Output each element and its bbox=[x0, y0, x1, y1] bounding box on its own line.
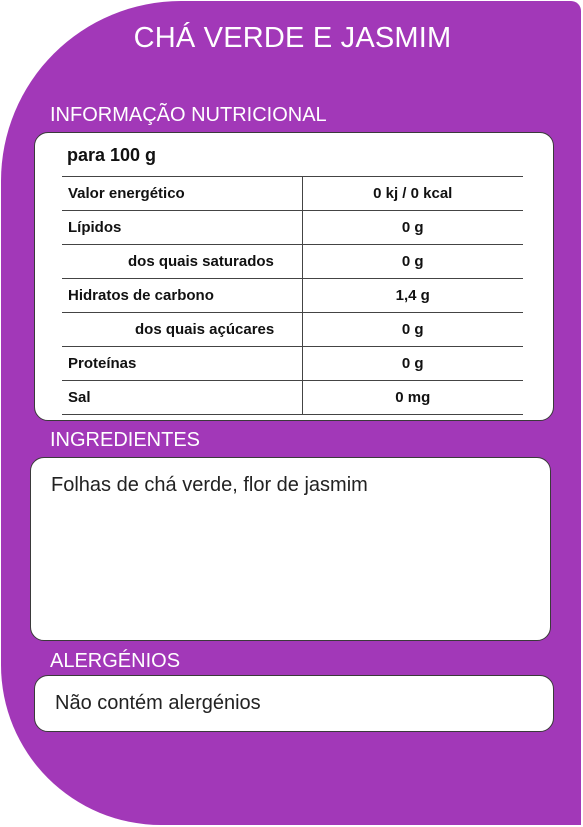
nutrient-value: 0 g bbox=[302, 347, 523, 381]
nutrient-label: Hidratos de carbono bbox=[62, 279, 302, 313]
nutrient-label: dos quais saturados bbox=[62, 245, 302, 279]
nutrient-label: dos quais açúcares bbox=[62, 313, 302, 347]
nutrient-value: 1,4 g bbox=[302, 279, 523, 313]
nutrient-value: 0 mg bbox=[302, 381, 523, 415]
table-row bbox=[62, 279, 523, 313]
table-row bbox=[62, 211, 523, 245]
table-row bbox=[62, 177, 523, 211]
table-row bbox=[62, 347, 523, 381]
ingredients-heading: INGREDIENTES bbox=[50, 429, 201, 451]
nutrient-label: Lípidos bbox=[62, 211, 302, 245]
table-row bbox=[62, 381, 523, 415]
nutrition-heading: INFORMAÇÃO NUTRICIONAL bbox=[50, 104, 327, 126]
nutrient-value: 0 g bbox=[302, 245, 523, 279]
product-title: CHÁ VERDE E JASMIM bbox=[133, 22, 452, 54]
nutrient-value: 0 kj / 0 kcal bbox=[302, 177, 523, 211]
nutrient-label: Sal bbox=[62, 381, 302, 415]
allergens-heading: ALERGÉNIOS bbox=[50, 650, 181, 672]
nutrition-table bbox=[62, 176, 523, 415]
ingredients-text: Folhas de chá verde, flor de jasmim bbox=[51, 474, 368, 496]
allergens-text: Não contém alergénios bbox=[55, 692, 261, 714]
nutrient-value: 0 g bbox=[302, 211, 523, 245]
label-card bbox=[1, 1, 581, 825]
per-quantity: para 100 g bbox=[67, 145, 157, 165]
allergens-panel bbox=[34, 675, 554, 732]
table-row bbox=[62, 313, 523, 347]
nutrient-value: 0 g bbox=[302, 313, 523, 347]
nutrition-panel bbox=[34, 132, 554, 421]
table-row bbox=[62, 245, 523, 279]
ingredients-panel bbox=[30, 457, 551, 641]
nutrient-label: Valor energético bbox=[62, 177, 302, 211]
nutrient-label: Proteínas bbox=[62, 347, 302, 381]
